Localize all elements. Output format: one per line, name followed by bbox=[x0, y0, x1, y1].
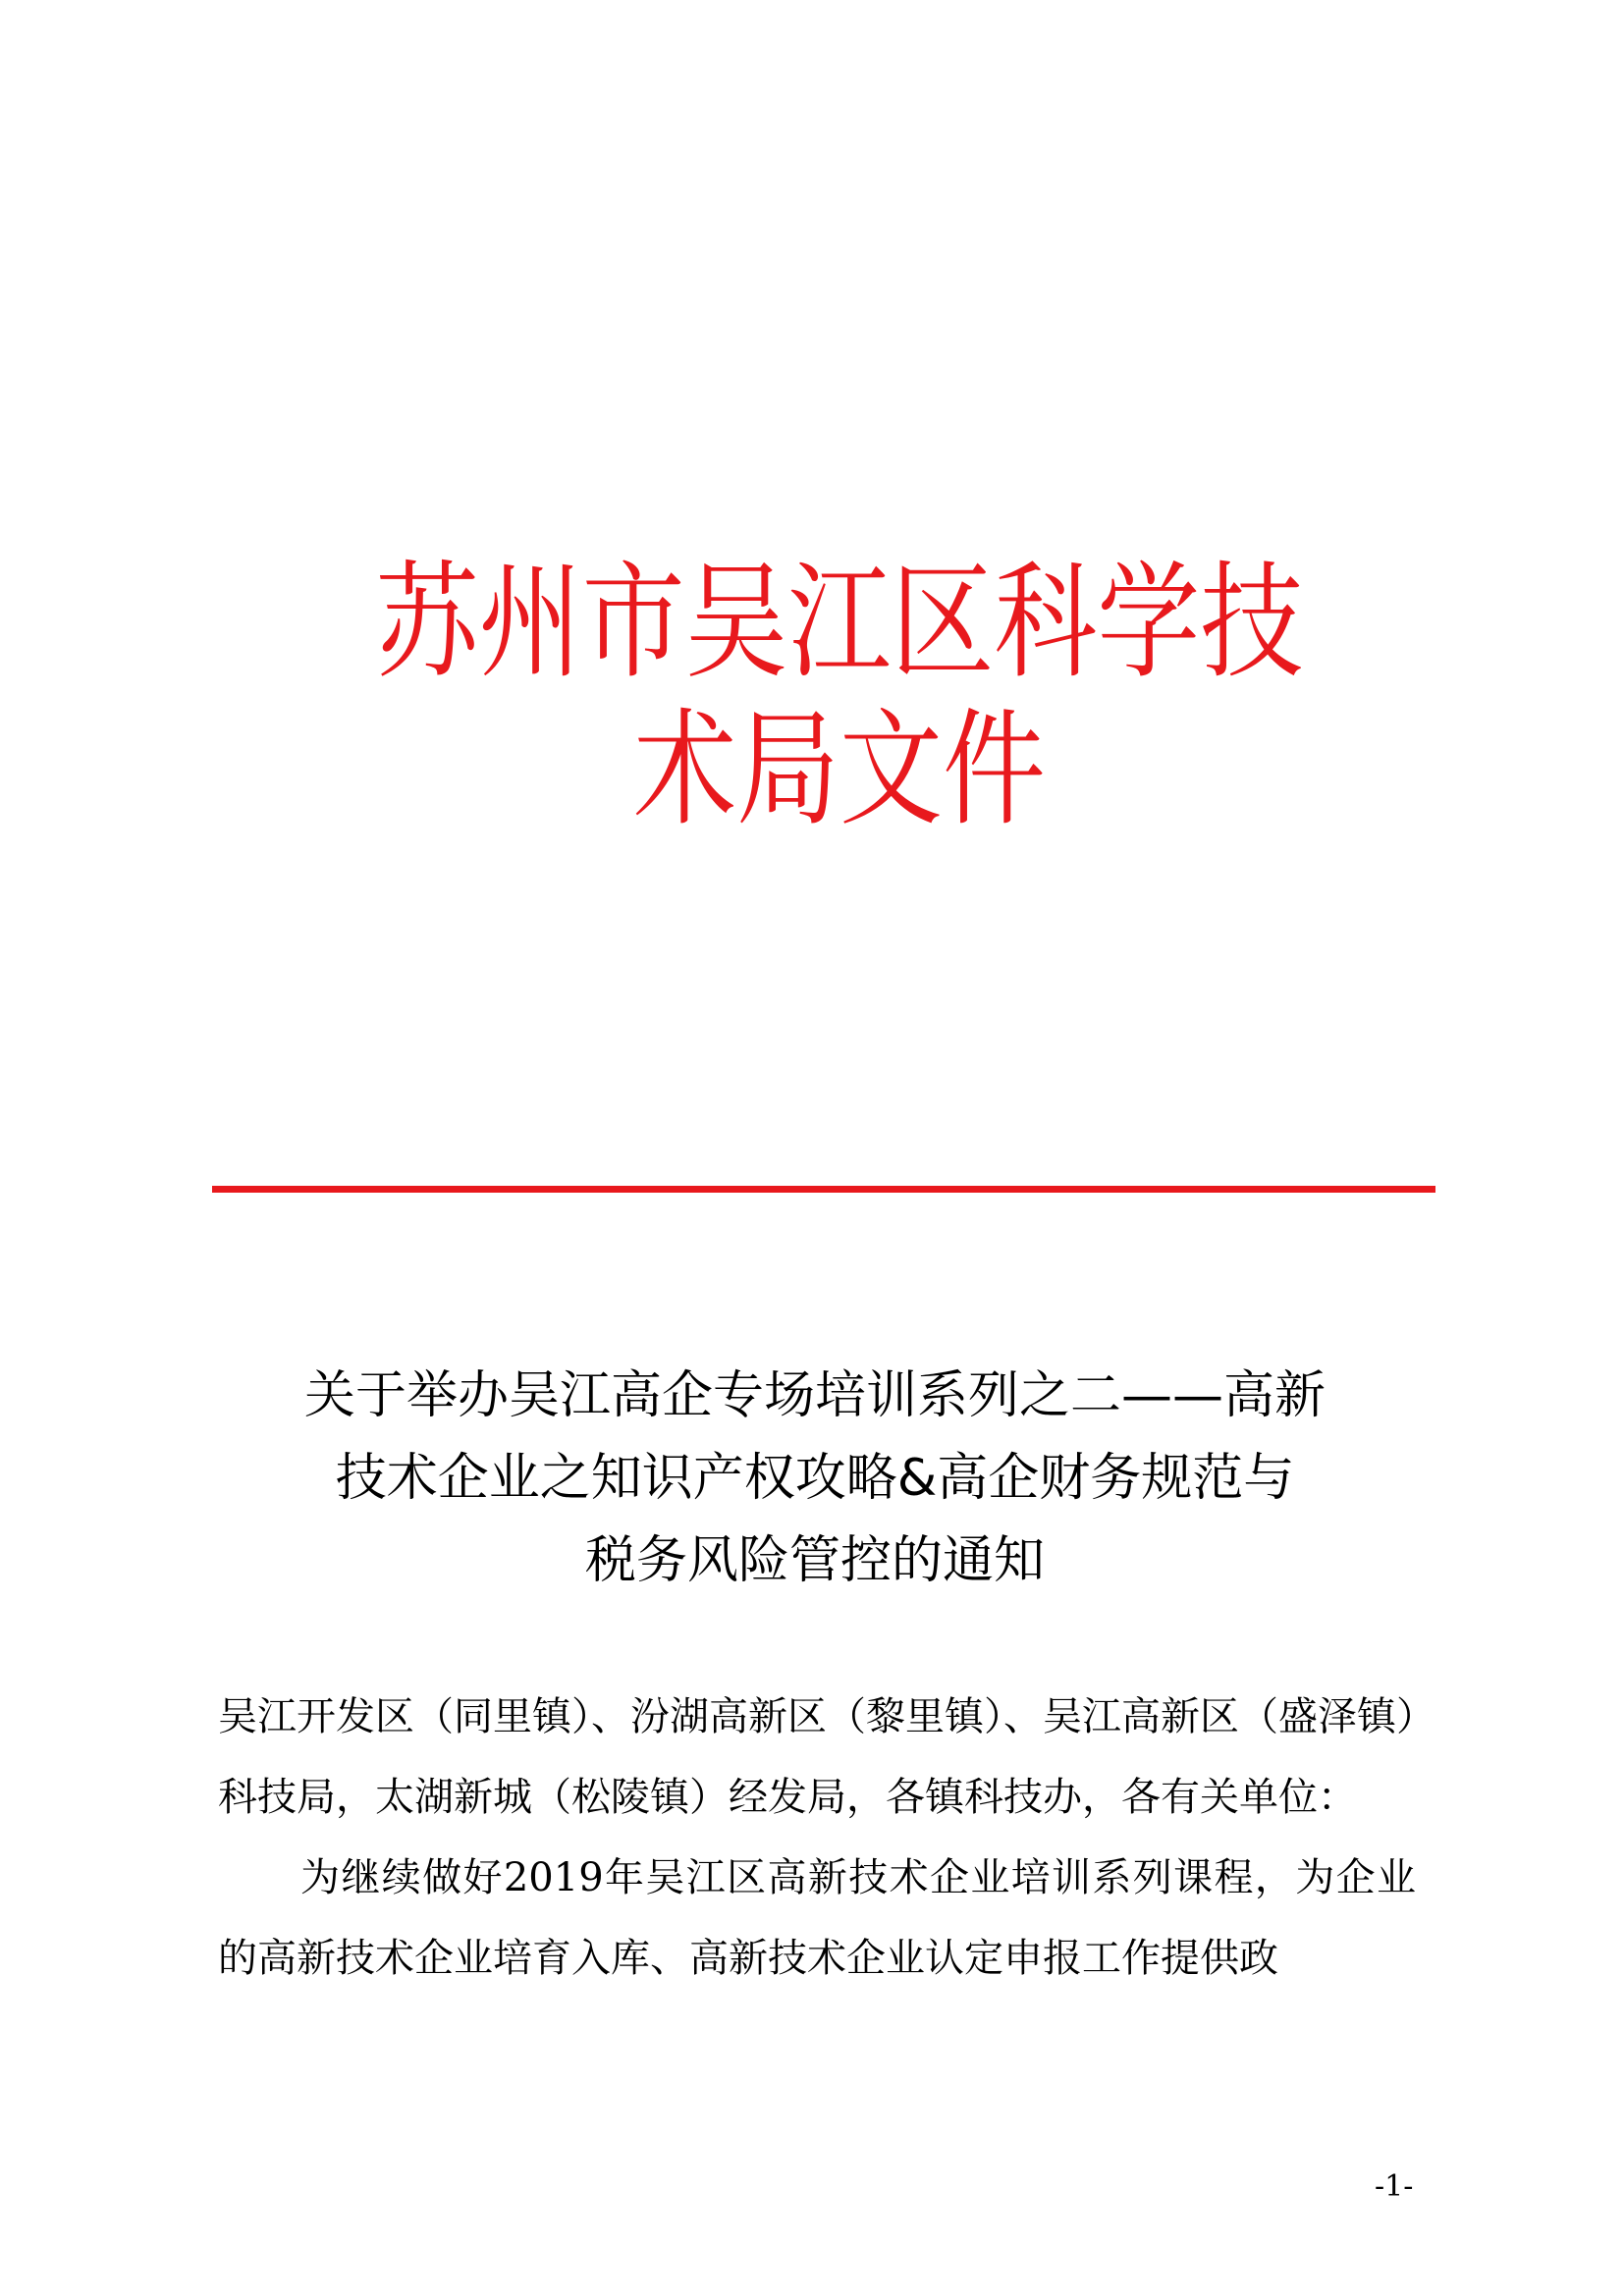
notice-body bbox=[218, 1677, 1416, 1999]
red-separator-line bbox=[212, 1186, 1435, 1193]
notice-title-line-3: 税务风险管控的通知 bbox=[584, 1531, 1045, 1590]
notice-title-line-1: 关于举办吴江高企专场培训系列之二——高新 bbox=[303, 1366, 1326, 1425]
page-number: -1- bbox=[1375, 2169, 1414, 2204]
recipients-paragraph: 吴江开发区（同里镇）、汾湖高新区（黎里镇）、吴江高新区（盛泽镇）科技局，太湖新城（松陵镇）经发局，各镇科技办，各有关单位： bbox=[218, 1694, 1416, 1820]
body-paragraph-1: 为继续做好2019年吴江区高新技术企业培训系列课程，为企业的高新技术企业培育入库、高新技术企业认定申报工作提供政 bbox=[218, 1855, 1416, 1981]
notice-title bbox=[216, 1355, 1414, 1602]
notice-title-line-2: 技术企业之知识产权攻略&高企财务规范与 bbox=[335, 1449, 1295, 1508]
issuer-header-title: 苏州市吴江区科学技术局文件 bbox=[375, 550, 1304, 843]
